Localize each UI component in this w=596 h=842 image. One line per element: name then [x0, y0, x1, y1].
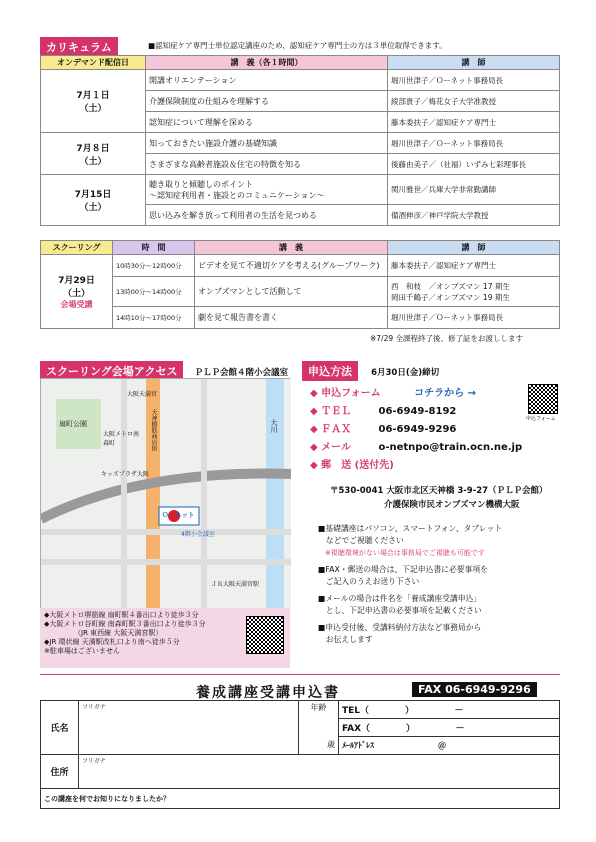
apply-label: 申込方法 — [302, 361, 358, 381]
post-label: ◆ 郵 送 (送付先) — [310, 460, 394, 471]
schooling-header: スクーリング — [41, 241, 113, 255]
time-cell: 13時00分〜14時00分 — [113, 277, 195, 307]
lecturer-header: 講 師 — [388, 241, 560, 255]
divider — [40, 674, 560, 675]
map-label: キッズプラザ大阪 — [101, 471, 149, 478]
age-label: 年齢 — [310, 703, 327, 712]
post-address: 〒530-0041 大阪市北区天神橋 3-9-27（ＰＬＰ会館） — [330, 486, 548, 496]
lecturer-header: 講 師 — [388, 56, 560, 70]
lecture-cell: 思い込みを解き放って利用者の生活を見つめる — [146, 205, 388, 226]
name-label: 氏名 — [41, 701, 79, 755]
map-label: 4階小会議室 — [181, 531, 215, 538]
map-label: 天神橋筋商店街 — [150, 409, 157, 451]
lecture-cell: 劇を見て報告書を書く — [195, 307, 388, 329]
date-cell: 7月15日 （土） — [41, 175, 146, 226]
fax-field[interactable]: FAX（ ） － — [339, 719, 560, 737]
time-header: 時 間 — [113, 241, 195, 255]
fax-label: ◆ ＦＡＸ — [310, 424, 352, 435]
access-directions — [40, 608, 290, 668]
lecturer-cell: 綾部貴子／梅花女子大学准教授 — [388, 91, 560, 112]
fax-number: 06-6949-9296 — [378, 424, 457, 435]
curriculum-header — [40, 36, 118, 57]
curriculum-table — [40, 55, 560, 226]
note-line: などでご視聴ください — [318, 536, 404, 545]
address-field[interactable] — [79, 755, 560, 789]
mail-address[interactable]: o-netnpo@train.ocn.ne.jp — [378, 442, 523, 453]
direction-line: ◆大阪メトロ谷町線 南森町駅３番出口より徒歩３分 — [44, 620, 206, 628]
map-graphic — [41, 379, 291, 609]
furigana-label: フリガナ — [82, 758, 106, 765]
date-cell: 7月８日 （土） — [41, 133, 146, 175]
apply-qr-code — [528, 384, 558, 414]
map-qr-code — [246, 616, 284, 654]
tel-number: 06-6949-8192 — [378, 406, 457, 417]
lecture-header: 講 義（各１時間） — [146, 56, 388, 70]
time-cell: 14時10分〜17時00分 — [113, 307, 195, 329]
note-line: ■申込受付後、受講料納付方法など事務局から — [318, 623, 482, 632]
ondemand-header: オンデマンド配信日 — [41, 56, 146, 70]
furigana-label: フリガナ — [82, 704, 106, 711]
qr-caption: 申込フォーム — [526, 416, 556, 422]
map-label: Ｏ－ネット — [162, 511, 195, 519]
how-field[interactable]: この講座を何でお知りになりましたか？ — [41, 789, 560, 809]
lecturer-cell: 堀川世津子／Ｏーネット事務局長 — [388, 133, 560, 154]
note-line: ■メールの場合は件名を「養成講座受講申込」 — [318, 594, 482, 603]
curriculum-note: ■認知症ケア専門士単位認定講座のため、認知症ケア専門士の方は３単位取得できます。 — [148, 41, 447, 50]
time-cell: 10時30分〜12時00分 — [113, 255, 195, 277]
name-field[interactable] — [79, 701, 299, 755]
lecture-cell: オンブズマンとして活動して — [195, 277, 388, 307]
address-label: 住所 — [41, 755, 79, 789]
lecture-cell: ビデオを見て不適切ケアを考える(グループワーク) — [195, 255, 388, 277]
access-label: スクーリング会場アクセス — [40, 361, 183, 381]
lecture-cell: 聴き取りと傾聴しのポイント 〜認知症利用者・施設とのコミュニケーション〜 — [146, 175, 388, 205]
lecturer-cell: 藤本委扶子／認知症ケア専門士 — [388, 112, 560, 133]
note-line: ■FAX・郵送の場合は、下記申込書に必要事項を — [318, 565, 488, 574]
schooling-date-cell — [41, 255, 113, 329]
map-label: 扇町公園 — [59, 420, 87, 428]
form-title: 養成講座受講申込書 — [196, 685, 340, 701]
direction-line: ◆大阪メトロ堺筋線 扇町駅４番出口より徒歩３分 — [44, 611, 199, 619]
lecturer-cell: 関川雅世／兵庫大学非常勤講師 — [388, 175, 560, 205]
lecturer-cell: 堀川世津子／Ｏーネット事務局長 — [388, 307, 560, 329]
map-label: 大川 — [270, 419, 278, 433]
note-line: ■基礎講座はパソコン、スマートフォン、タブレット — [318, 524, 503, 533]
post-org: 介護保険市民オンブズマン機構大阪 — [384, 500, 520, 510]
age-field[interactable] — [299, 701, 339, 755]
map-label: 大阪メトロ南森町 — [103, 431, 140, 447]
lecture-cell: 介護保険制度の仕組みを理解する — [146, 91, 388, 112]
direction-line: （JR 東西線 大阪天満宮駅） — [74, 629, 163, 637]
apply-notes — [318, 523, 578, 646]
note-line: ※視聴環境がない場合は事務局でご視聴も可能です — [318, 549, 485, 557]
age-unit: 歳 — [327, 740, 335, 749]
note-line: お伝えします — [318, 635, 373, 644]
schooling-table — [40, 240, 560, 329]
schooling-venue: 会場受講 — [60, 300, 93, 309]
curriculum-label: カリキュラム — [40, 37, 118, 57]
schooling-date: 7月29日 （土） — [58, 276, 95, 299]
application-form — [40, 700, 560, 809]
map-label: ＪＲ大阪天満宮駅 — [211, 581, 260, 588]
lecturer-cell: 西 和枝 ／オンブズマン 17 期生 岡田千鶴子／オンブズマン 19 期生 — [388, 277, 560, 307]
lecture-cell: さまざまな高齢者施設＆住宅の特徴を知る — [146, 154, 388, 175]
form-link[interactable]: コチラから → — [414, 388, 477, 399]
apply-deadline: 6月30日(金)締切 — [371, 368, 440, 378]
note-line: ご記入のうえお送り下さい — [318, 577, 420, 586]
lecturer-cell: 堀川世津子／Ｏーネット事務局長 — [388, 70, 560, 91]
note-line: とし、下記申込書の必要事項を記載ください — [318, 606, 482, 615]
map-label: 大阪天満宮 — [127, 391, 158, 398]
access-venue: ＰＬＰ会館４階小会議室 — [194, 368, 289, 378]
form-fax-badge: FAX 06-6949-9296 — [412, 682, 537, 697]
form-label: ◆ 申込フォーム — [310, 388, 381, 399]
lecture-header: 講 義 — [195, 241, 388, 255]
direction-line: ※駐車場はございません — [44, 647, 120, 655]
schooling-footnote: ※7/29 全課程終了後、修了証をお渡しします — [370, 334, 524, 343]
lecture-cell: 知っておきたい施設介護の基礎知識 — [146, 133, 388, 154]
lecture-cell: 開講オリエンテーション — [146, 70, 388, 91]
mail-field[interactable]: ﾒｰﾙｱﾄﾞﾚｽ ＠ — [339, 737, 560, 755]
lecturer-cell: 藤本委扶子／認知症ケア専門士 — [388, 255, 560, 277]
tel-field[interactable]: TEL（ ） － — [339, 701, 560, 719]
lecture-cell: 認知症について理解を深める — [146, 112, 388, 133]
apply-header — [302, 360, 439, 381]
mail-label: ◆ メール — [310, 442, 351, 453]
lecturer-cell: 後藤由美子／（社福）いずみ七彩理事長 — [388, 154, 560, 175]
direction-line: ◆JR 環状線 天満駅改札口より南へ徒歩５分 — [44, 638, 180, 646]
lecturer-cell: 備酒伸彦／神戸学院大学教授 — [388, 205, 560, 226]
access-map — [40, 378, 290, 608]
tel-label: ◆ ＴＥＬ — [310, 406, 352, 417]
date-cell: 7月１日 （土） — [41, 70, 146, 133]
